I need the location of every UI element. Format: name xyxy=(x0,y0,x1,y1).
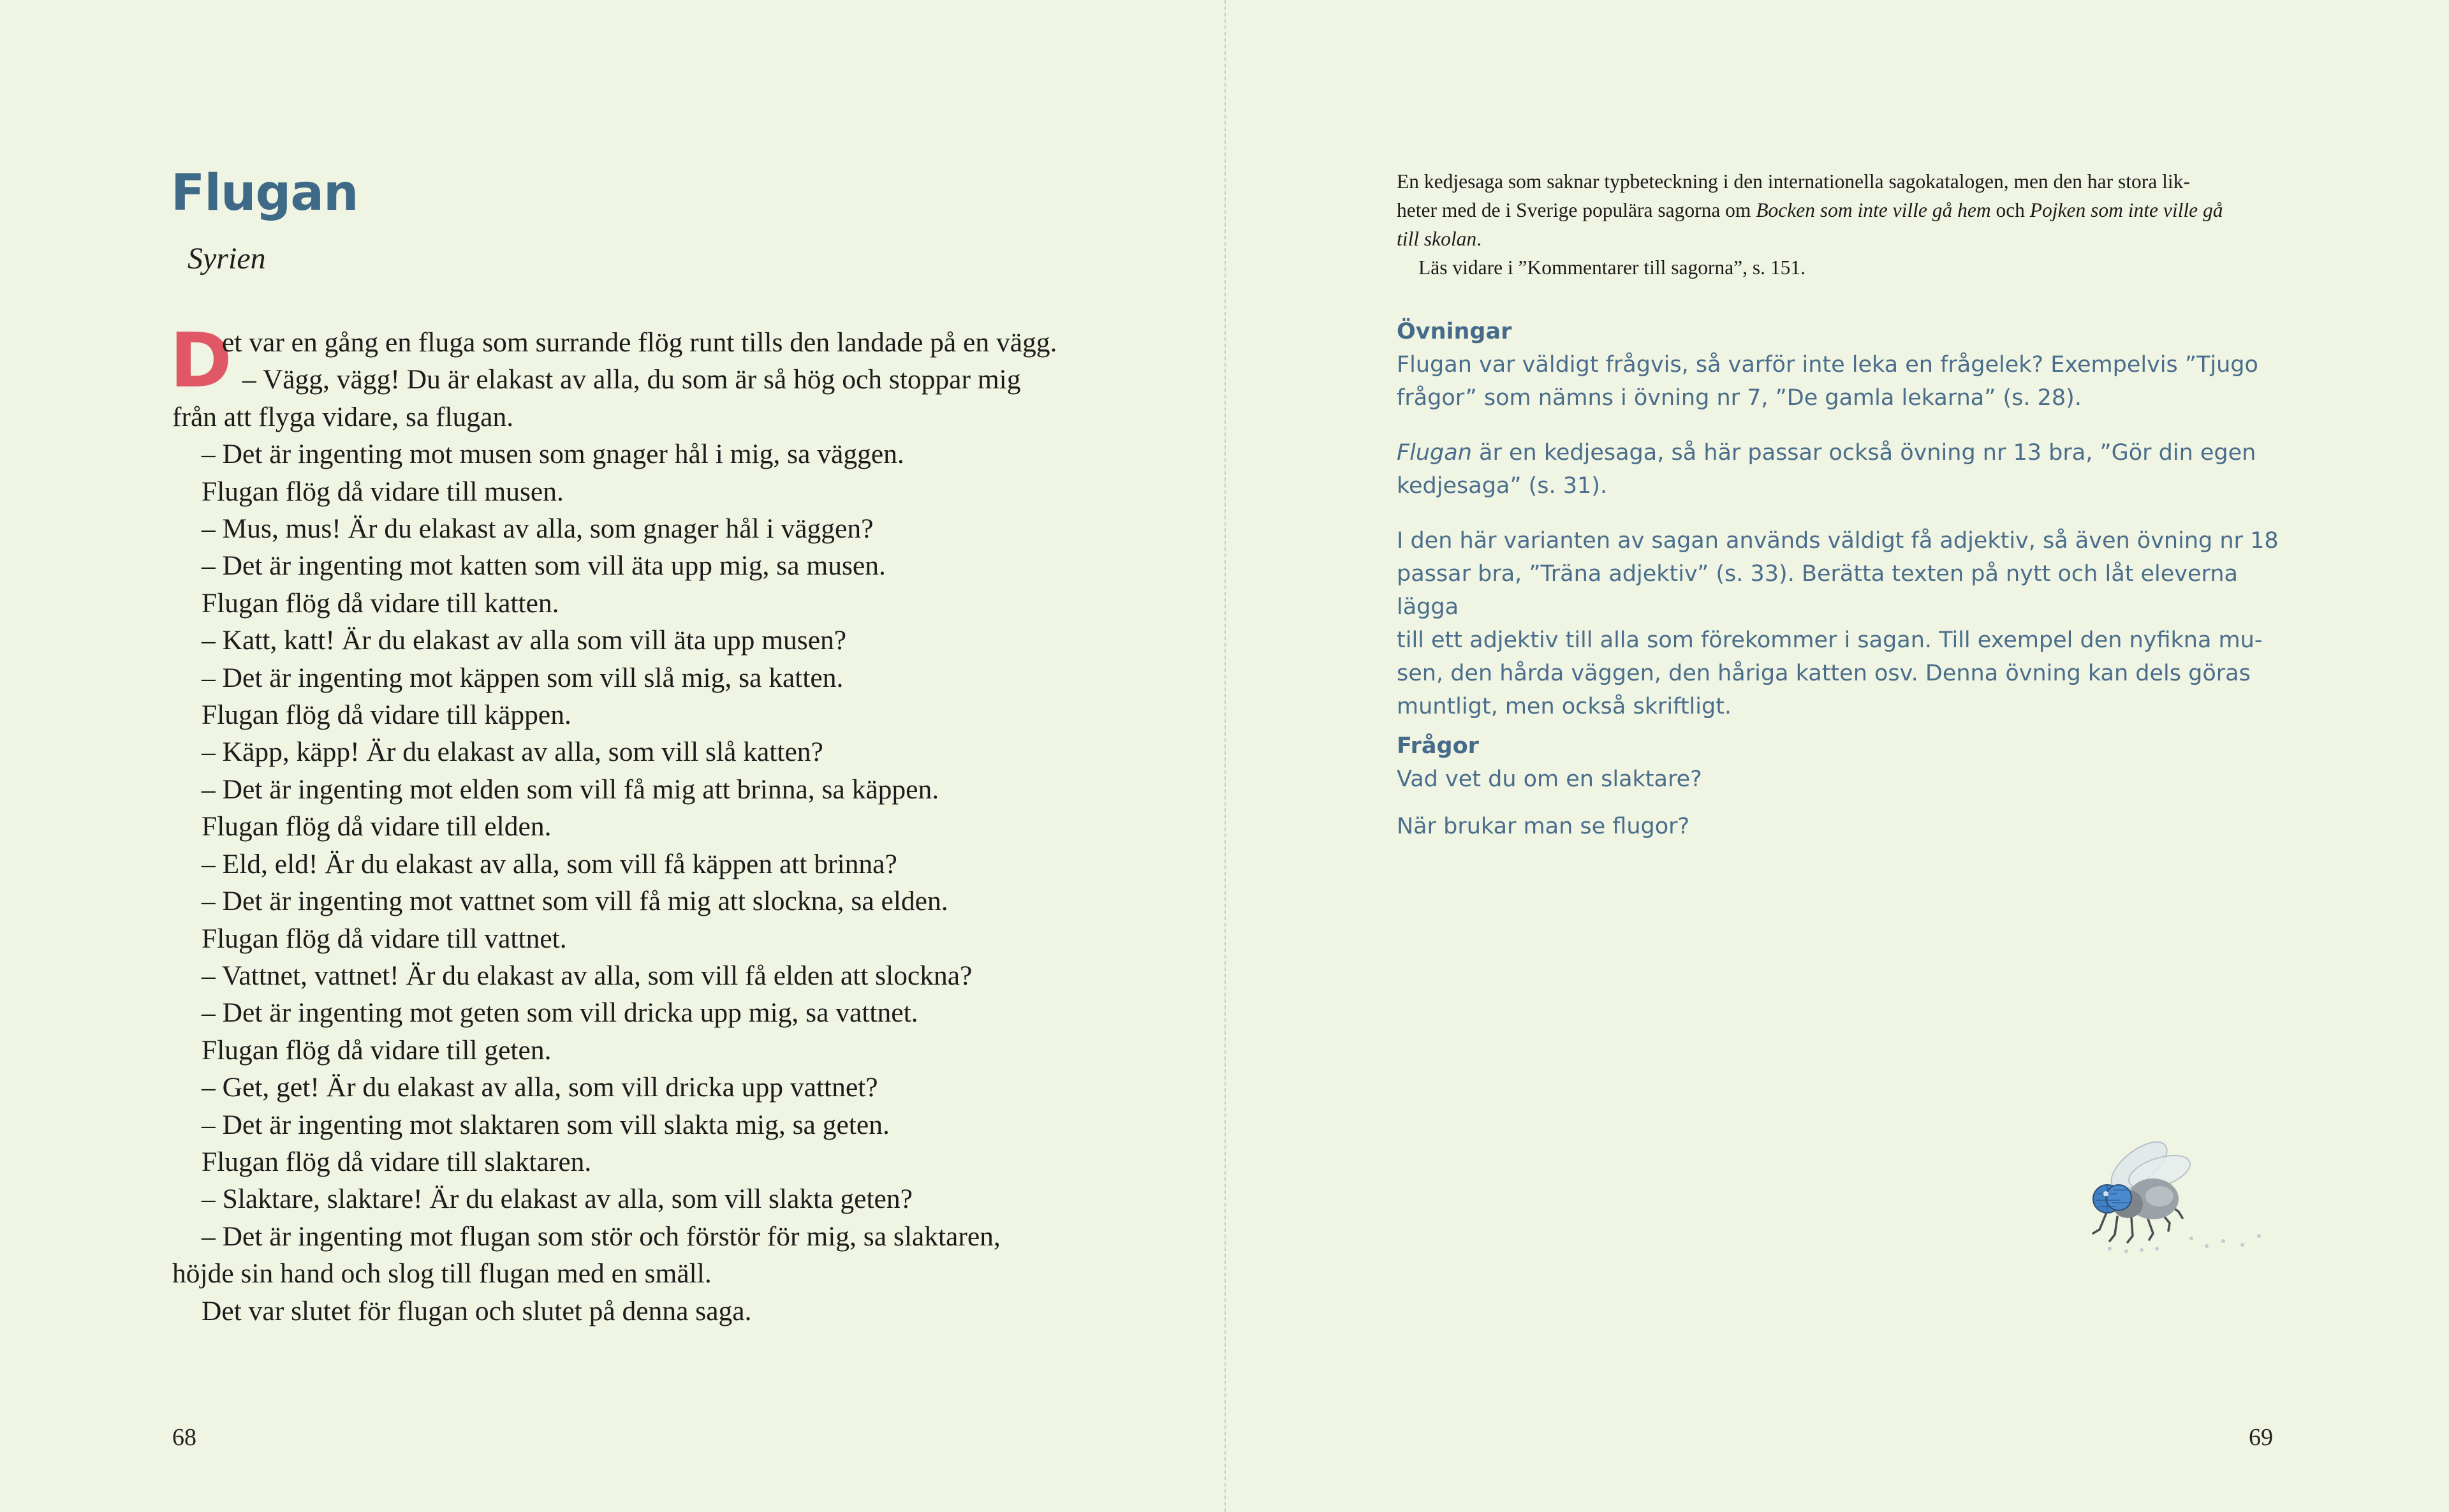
questions-section xyxy=(1397,730,2283,843)
exercise-line: frågor” som nämns i övning nr 7, ”De gamla lekarna” (s. 28). xyxy=(1397,385,2082,411)
left-page xyxy=(0,0,1224,1512)
story-line: et var en gång en fluga som surrande flög runt tills den landade på en vägg. xyxy=(222,327,1057,358)
story-line: – Det är ingenting mot flugan som stör och förstör för mig, sa slaktaren, xyxy=(202,1221,1001,1252)
story-line: – Eld, eld! Är du elakast av alla, som vill få käppen att brinna? xyxy=(202,848,897,879)
exercise-line: Flugan var väldigt frågvis, så varför inte leka en frågelek? Exempelvis ”Tjugo xyxy=(1397,352,2258,378)
exercise-line: passar bra, ”Träna adjektiv” (s. 33). Berätta texten på nytt och låt eleverna lägga xyxy=(1397,561,2238,620)
story-line: höjde sin hand och slog till flugan med en smäll. xyxy=(172,1258,712,1289)
note-line: till skolan. xyxy=(1397,228,1482,250)
story-line: – Get, get! Är du elakast av alla, som vill dricka upp vattnet? xyxy=(202,1072,878,1103)
story-line: Flugan flög då vidare till geten. xyxy=(202,1034,552,1066)
question-line: När brukar man se flugor? xyxy=(1397,814,1690,839)
exercise-line: I den här varianten av sagan används väldigt få adjektiv, så även övning nr 18 xyxy=(1397,528,2279,554)
book-title: till skolan xyxy=(1397,228,1477,250)
story-line: – Det är ingenting mot katten som vill äta upp mig, sa musen. xyxy=(202,550,886,582)
book-title: Pojken som inte ville gå xyxy=(2029,199,2223,221)
note-line: En kedjesaga som saknar typbeteckning i den internationella sagokatalogen, men den har stora lik- xyxy=(1397,170,2190,193)
story-line: – Vattnet, vattnet! Är du elakast av alla, som vill få elden att slockna? xyxy=(202,960,973,991)
exercises-section xyxy=(1397,315,2283,723)
story-line: Flugan flög då vidare till slaktaren. xyxy=(202,1146,592,1177)
story-origin: Syrien xyxy=(188,242,266,275)
story-line: Det var slutet för flugan och slutet på denna saga. xyxy=(202,1295,752,1326)
story-line: – Mus, mus! Är du elakast av alla, som gnager hål i väggen? xyxy=(202,513,874,545)
story-line: – Det är ingenting mot musen som gnager hål i mig, sa väggen. xyxy=(202,439,904,470)
question-line: Vad vet du om en slaktare? xyxy=(1397,767,1702,792)
page-number-right: 69 xyxy=(2249,1424,2273,1451)
exercise-line: sen, den hårda väggen, den håriga katten osv. Denna övning kan dels göras xyxy=(1397,661,2251,686)
note-line: heter med de i Sverige populära sagorna om Bocken som inte ville gå hem och Pojken som inte ville gå xyxy=(1397,199,2223,221)
questions-heading: Frågor xyxy=(1397,733,1479,759)
story-line: – Slaktare, slaktare! Är du elakast av alla, som vill slakta geten? xyxy=(202,1184,913,1215)
exercise-line: till ett adjektiv till alla som förekommer i sagan. Till exempel den nyfikna mu- xyxy=(1397,628,2263,653)
story-line: Flugan flög då vidare till käppen. xyxy=(202,700,571,731)
story-text xyxy=(170,316,1065,1330)
story-line: – Vägg, vägg! Du är elakast av alla, du som är så hög och stoppar mig xyxy=(242,364,1021,395)
commentary-note xyxy=(1397,167,2283,282)
story-line: – Det är ingenting mot slaktaren som vill slakta mig, sa geten. xyxy=(202,1109,890,1140)
story-line: Flugan flög då vidare till vattnet. xyxy=(202,923,567,954)
exercises-heading: Övningar xyxy=(1397,319,1512,344)
story-line: – Katt, katt! Är du elakast av alla som vill äta upp musen? xyxy=(202,625,847,656)
story-line: – Det är ingenting mot vattnet som vill få mig att slockna, sa elden. xyxy=(202,886,948,917)
page-number-left: 68 xyxy=(172,1424,196,1451)
exercise-line: kedjesaga” (s. 31). xyxy=(1397,473,1608,499)
drop-cap: D xyxy=(170,316,232,404)
story-line: – Det är ingenting mot geten som vill dricka upp mig, sa vattnet. xyxy=(202,997,918,1029)
story-line: Flugan flög då vidare till katten. xyxy=(202,587,559,619)
story-line: – Det är ingenting mot elden som vill få mig att brinna, sa käppen. xyxy=(202,774,939,805)
story-line: Flugan flög då vidare till elden. xyxy=(202,811,552,842)
story-line: – Det är ingenting mot käppen som vill slå mig, sa katten. xyxy=(202,662,844,693)
story-line: – Käpp, käpp! Är du elakast av alla, som vill slå katten? xyxy=(202,737,823,768)
exercise-line: muntligt, men också skriftligt. xyxy=(1397,694,1732,719)
fly-icon xyxy=(2051,1133,2268,1260)
story-title: Flugan xyxy=(171,165,358,222)
story-line: från att flyga vidare, sa flugan. xyxy=(172,401,514,432)
story-line: Flugan flög då vidare till musen. xyxy=(202,476,564,507)
right-page xyxy=(1224,0,2449,1512)
note-reference: Läs vidare i ”Kommentarer till sagorna”, s. 151. xyxy=(1418,256,1806,279)
story-reference: Flugan xyxy=(1397,440,1472,466)
exercise-line: Flugan är en kedjesaga, så här passar också övning nr 13 bra, ”Gör din egen xyxy=(1397,440,2256,466)
book-title: Bocken som inte ville gå hem xyxy=(1756,199,1991,221)
